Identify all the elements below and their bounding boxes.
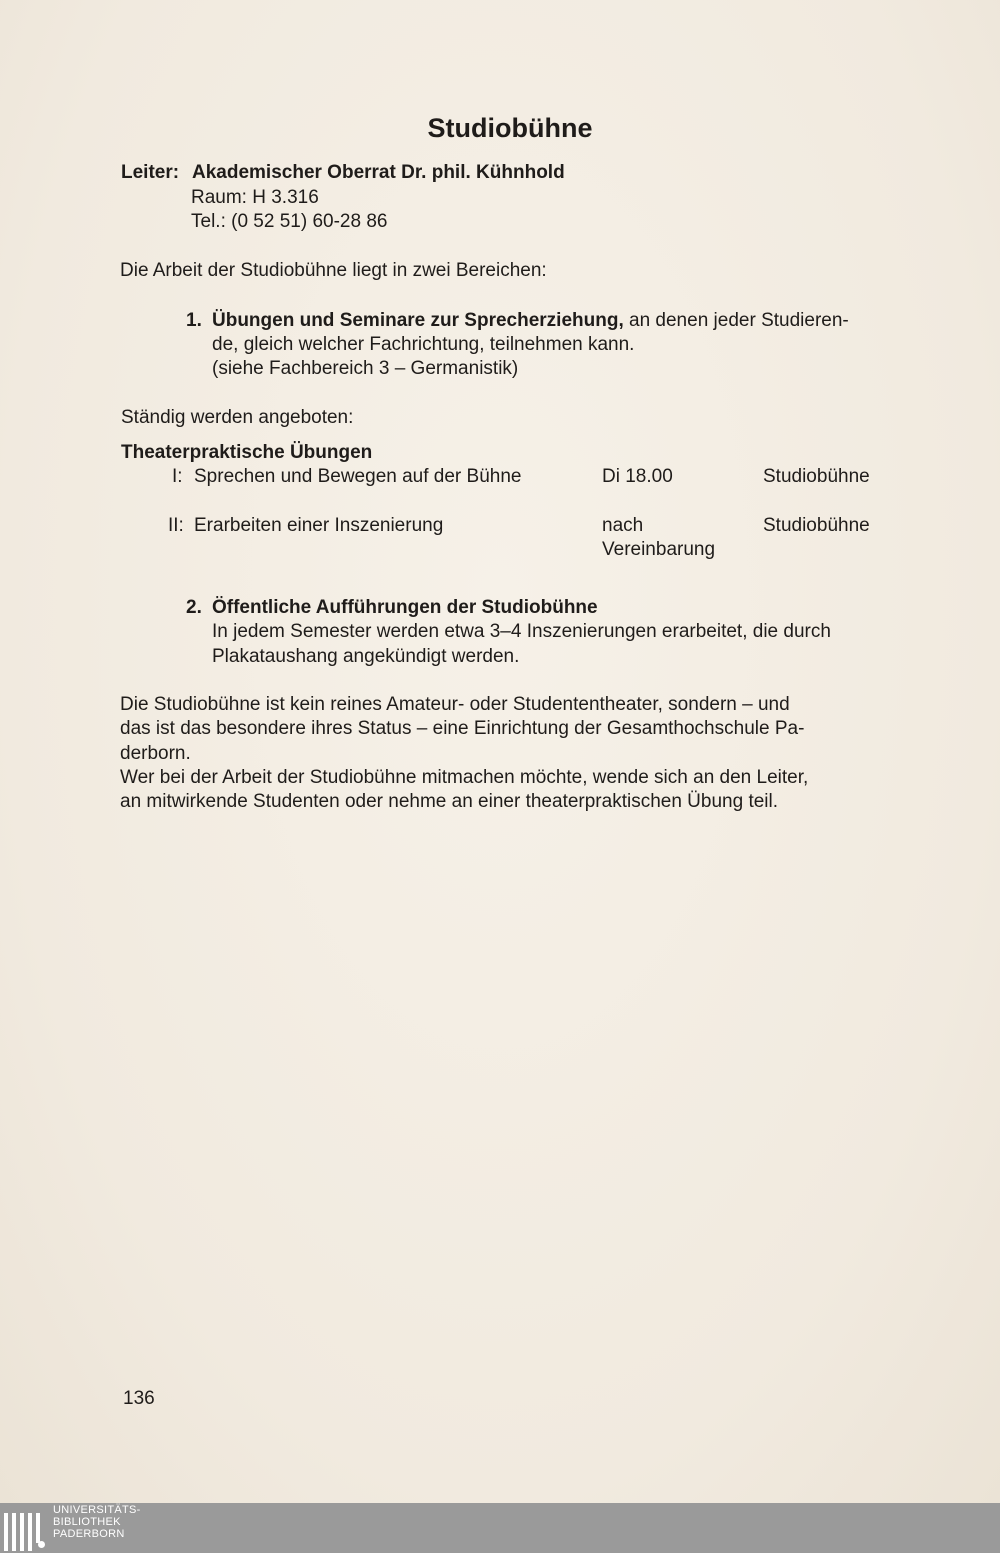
closing-line2: das ist das besondere ihres Status – eine Einrichtung der Gesamthochschule Pa- [120,718,805,739]
course-title: Sprechen und Bewegen auf der Bühne [194,466,522,487]
leiter-label: Leiter: [121,162,180,183]
closing-line3: derborn. [120,743,191,764]
intro-text: Die Arbeit der Studiobühne liegt in zwei Bereichen: [120,260,547,281]
course-title: Erarbeiten einer Inszenierung [194,515,444,536]
course-place: Studiobühne [763,515,870,536]
course-number: II: [168,515,184,536]
course-time-continued: Vereinbarung [602,539,716,560]
closing-line5: an mitwirkende Studenten oder nehme an einer theaterpraktischen Übung teil. [120,791,779,812]
logo-line3: PADERBORN [53,1528,125,1540]
course-place: Studiobühne [763,466,870,487]
section1-number: 1. [186,310,202,331]
course-time: Di 18.00 [602,466,673,487]
page-number: 136 [123,1388,155,1409]
section2-text-line2: Plakataushang angekündigt werden. [212,646,520,667]
section2-number: 2. [186,597,202,618]
section2-heading: Öffentliche Aufführungen der Studiobühne [212,597,598,618]
logo-line2: BIBLIOTHEK [53,1516,121,1528]
library-logo-text [53,1504,141,1540]
leiter-name: Akademischer Oberrat Dr. phil. Kühnhold [192,162,565,183]
section1-heading: Übungen und Seminare zur Sprecherziehung, [212,310,624,331]
offered-text: Ständig werden angeboten: [121,407,354,428]
section1-text-line1: an denen jeder Studieren- [623,310,849,331]
page-title: Studiobühne [427,113,593,143]
section1-text-line2: de, gleich welcher Fachrichtung, teilnehmen kann. [212,334,635,355]
closing-line4: Wer bei der Arbeit der Studiobühne mitmachen möchte, wende sich an den Leiter, [120,767,809,788]
course-number: I: [172,466,183,487]
section1-text-line3: (siehe Fachbereich 3 – Germanistik) [212,358,519,379]
logo-line1: UNIVERSITÄTS- [53,1504,141,1516]
library-footer-bar [0,1503,1000,1553]
leiter-phone: Tel.: (0 52 51) 60-28 86 [191,211,388,232]
leiter-room: Raum: H 3.316 [191,187,319,208]
course-time: nach [602,515,644,536]
courses-heading: Theaterpraktische Übungen [121,442,373,463]
section2-text-line1: In jedem Semester werden etwa 3–4 Inszenierungen erarbeitet, die durch [212,621,831,642]
library-logo-dot [38,1541,45,1548]
section1-first-line [212,309,849,334]
closing-line1: Die Studiobühne ist kein reines Amateur- oder Studententheater, sondern – und [120,694,790,715]
